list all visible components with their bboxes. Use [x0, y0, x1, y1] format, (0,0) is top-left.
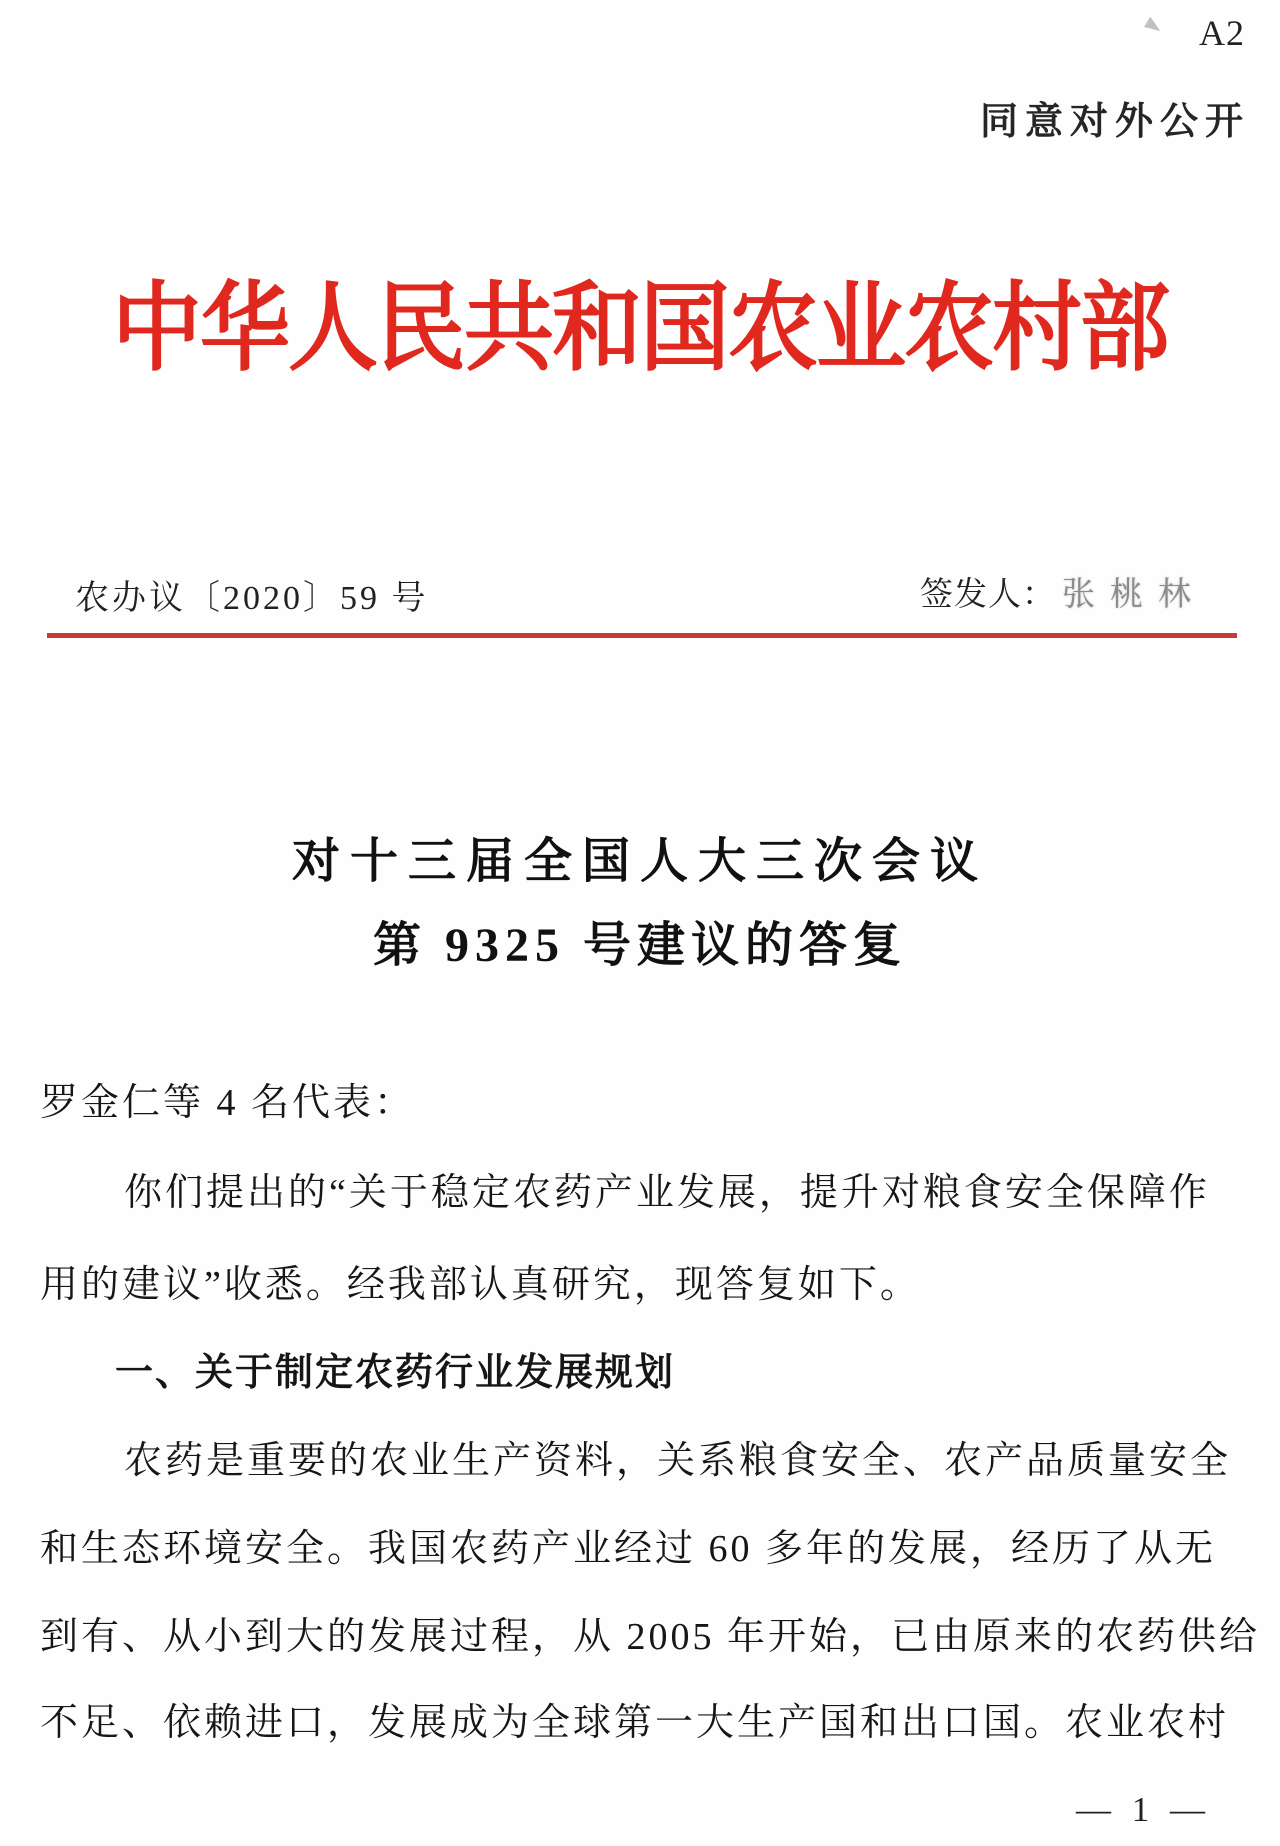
- issuer-line: [920, 568, 1206, 615]
- disclosure-note: 同意对外公开: [979, 101, 1250, 143]
- section-heading: 一、关于制定农药行业发展规划: [115, 1352, 676, 1394]
- agency-letterhead-title: 中华人民共和国农业农村部: [112, 276, 1168, 383]
- document-number: 农办议〔2020〕59 号: [75, 580, 429, 617]
- issuer-label: 签发人：: [920, 577, 1056, 613]
- body-line: 用的建议”收悉。经我部认真研究，现答复如下。: [40, 1264, 921, 1306]
- salutation-line: 罗金仁等 4 名代表：: [40, 1082, 416, 1124]
- body-line: 不足、依赖进口，发展成为全球第一大生产国和出口国。农业农村: [40, 1702, 1230, 1744]
- body-line: 你们提出的“关于稳定农药产业发展，提升对粮食安全保障作: [124, 1172, 1210, 1214]
- body-line: 农药是重要的农业生产资料，关系粮食安全、农产品质量安全: [124, 1440, 1232, 1482]
- issuer-signature: 张桃林: [1062, 577, 1206, 613]
- corner-label: A2: [1199, 13, 1245, 53]
- document-title-line1: 对十三届全国人大三次会议: [291, 835, 988, 888]
- document-title-line2: 第 9325 号建议的答复: [372, 919, 907, 972]
- body-line: 和生态环境安全。我国农药产业经过 60 多年的发展，经历了从无: [40, 1528, 1217, 1570]
- scan-artifact-arrow-icon: [1144, 17, 1164, 36]
- letterhead-divider-rule: [47, 633, 1237, 638]
- page-number: — 1 —: [1076, 1790, 1211, 1829]
- body-line: 到有、从小到大的发展过程，从 2005 年开始，已由原来的农药供给: [40, 1616, 1261, 1658]
